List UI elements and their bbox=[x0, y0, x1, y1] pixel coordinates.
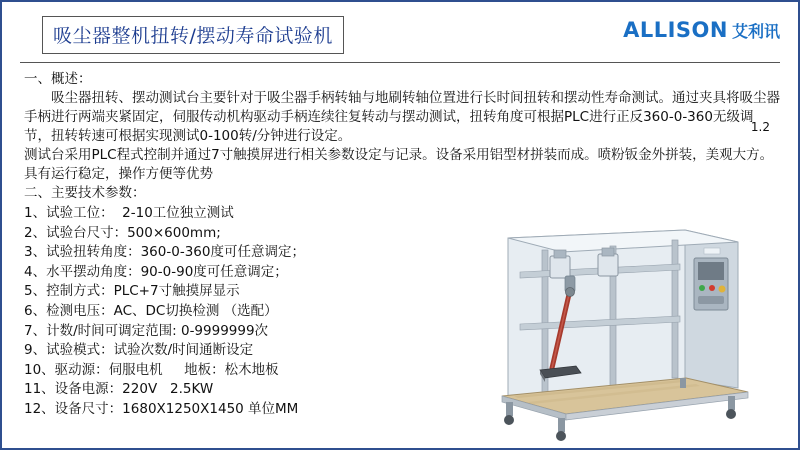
machine-photo bbox=[480, 220, 780, 448]
list-item: 2、试验台尺寸：500×600mm; bbox=[24, 224, 221, 241]
brand-name-en: ALLISON bbox=[623, 18, 728, 42]
spec-list bbox=[24, 204, 494, 420]
brand-name-cn: 艾利讯 bbox=[731, 22, 780, 41]
page-header bbox=[2, 2, 798, 58]
page-title-box bbox=[42, 16, 344, 54]
list-item: 1、试验工位： 2-10工位独立测试 bbox=[24, 205, 234, 221]
brand-logo bbox=[623, 18, 780, 42]
overview-paragraph-2: 测试台采用PLC程式控制并通过7寸触摸屏进行相关参数设定与记录。设备采用铝型材拼装而成。喷粉钣金外拼装，美观大方。具有运行稳定，操作方便等优势 bbox=[24, 147, 774, 182]
list-item: 5、控制方式：PLC+7寸触摸屏显示 bbox=[24, 283, 240, 300]
list-item: 4、水平摆动角度：90-0-90度可任意调定； bbox=[24, 263, 288, 280]
list-item: 11、设备电源：220V 2.5KW bbox=[24, 381, 214, 398]
section-1-heading: 一、概述： bbox=[24, 71, 92, 87]
header-divider bbox=[20, 62, 780, 63]
list-item: 10、驱动源：伺服电机 地板：松木地板 bbox=[24, 361, 279, 378]
list-item: 12、设备尺寸：1680X1250X1450 单位MM bbox=[24, 400, 299, 417]
float-number: 1.2 bbox=[750, 120, 770, 134]
list-item: 6、检测电压：AC、DC切换检测 （选配） bbox=[24, 302, 278, 319]
list-item: 7、计数/时间可调定范围: 0-9999999次 bbox=[24, 322, 269, 339]
page-title: 吸尘器整机扭转/摆动寿命试验机 bbox=[53, 25, 333, 47]
list-item: 9、试验模式：试验次数/时间通断设定 bbox=[24, 342, 254, 359]
section-2-heading: 二、主要技术参数： bbox=[24, 185, 146, 201]
list-item: 3、试验扭转角度：360-0-360度可任意调定； bbox=[24, 244, 305, 261]
overview-paragraph-1: 吸尘器扭转、摆动测试台主要针对于吸尘器手柄转轴与地刷转轴位置进行长时间扭转和摆动性寿命测试。通过夹具将吸尘器手柄进行两端夹紧固定，伺服传动机构驱动手柄连续往复转动与摆动测试，扭转角度可根据PLC进行正反360-0-360无级调节，扭转转速可根据实现测试0-100转/分钟进行设定。 bbox=[24, 90, 780, 144]
